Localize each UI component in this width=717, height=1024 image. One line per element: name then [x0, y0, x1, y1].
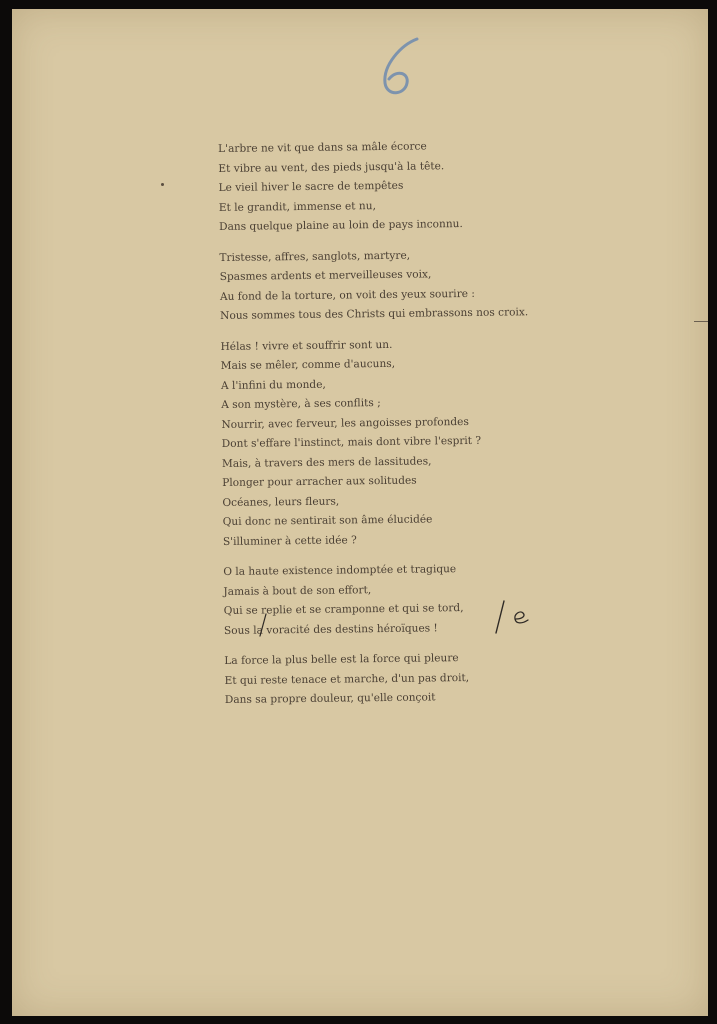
poem-line: Tristesse, affres, sanglots, martyre,	[219, 249, 411, 264]
poem-line: A l'infini du monde,	[220, 378, 326, 392]
poem-line: La force la plus belle est la force qui pleure	[224, 652, 459, 667]
poem-line: Océanes, leurs fleurs,	[222, 495, 340, 509]
poem-line: Le vieil hiver le sacre de tempêtes	[218, 179, 404, 194]
poem-line: Et le grandit, immense et nu,	[218, 199, 376, 214]
poem-line: Sous la voracité des destins héroïques !	[223, 621, 438, 637]
handwritten-page-number	[371, 31, 441, 101]
handwritten-strike-mark	[257, 612, 269, 638]
poem-line: Spasmes ardents et merveilleuses voix,	[219, 268, 432, 283]
poem-line: Nous sommes tous des Christs qui embrassons nos croix.	[220, 306, 529, 322]
poem-line: Mais, à travers des mers de lassitudes,	[221, 454, 432, 470]
poem-line: Et vibre au vent, des pieds jusqu'à la tête.	[218, 159, 445, 175]
edge-mark	[694, 321, 708, 322]
poem-line: S'illuminer à cette idée ?	[222, 533, 357, 548]
poem-line: A son mystère, à ses conflits ;	[221, 397, 381, 411]
handwritten-correction-mark	[492, 597, 542, 637]
poem-line: Plonger pour arracher aux solitudes	[222, 474, 417, 489]
poem-line: Hélas ! vivre et souffrir sont un.	[220, 338, 393, 353]
stanza-3	[220, 333, 553, 552]
margin-correction	[492, 597, 542, 637]
poem-line: Au fond de la torture, on voit des yeux sourire :	[219, 287, 475, 303]
poem-line: Qui se replie et se cramponne et qui se tord,	[223, 602, 464, 617]
poem-line: Dont s'effare l'instinct, mais dont vibre l'esprit ?	[221, 434, 482, 450]
poem-line: Qui donc ne sentirait son âme élucidée	[222, 513, 433, 528]
stanza-5	[224, 648, 555, 711]
poem-line: Mais se mêler, comme d'aucuns,	[220, 357, 396, 372]
poem-line: Et qui reste tenace et marche, d'un pas droit,	[224, 671, 470, 687]
poem-line: Nourrir, avec ferveur, les angoisses profondes	[221, 415, 469, 431]
stanza-2	[219, 244, 550, 326]
paper-speck	[161, 183, 164, 186]
poem-line: Dans quelque plaine au loin de pays inconnu.	[218, 218, 463, 233]
stanza-1	[218, 136, 549, 238]
poem-line: Dans sa propre douleur, qu'elle conçoit	[224, 691, 436, 706]
poem-line: Jamais à bout de son effort,	[223, 583, 372, 598]
poem-line: L'arbre ne vit que dans sa mâle écorce	[218, 140, 427, 155]
page-number	[371, 31, 441, 101]
poem-line: O la haute existence indomptée et tragique	[223, 563, 457, 578]
